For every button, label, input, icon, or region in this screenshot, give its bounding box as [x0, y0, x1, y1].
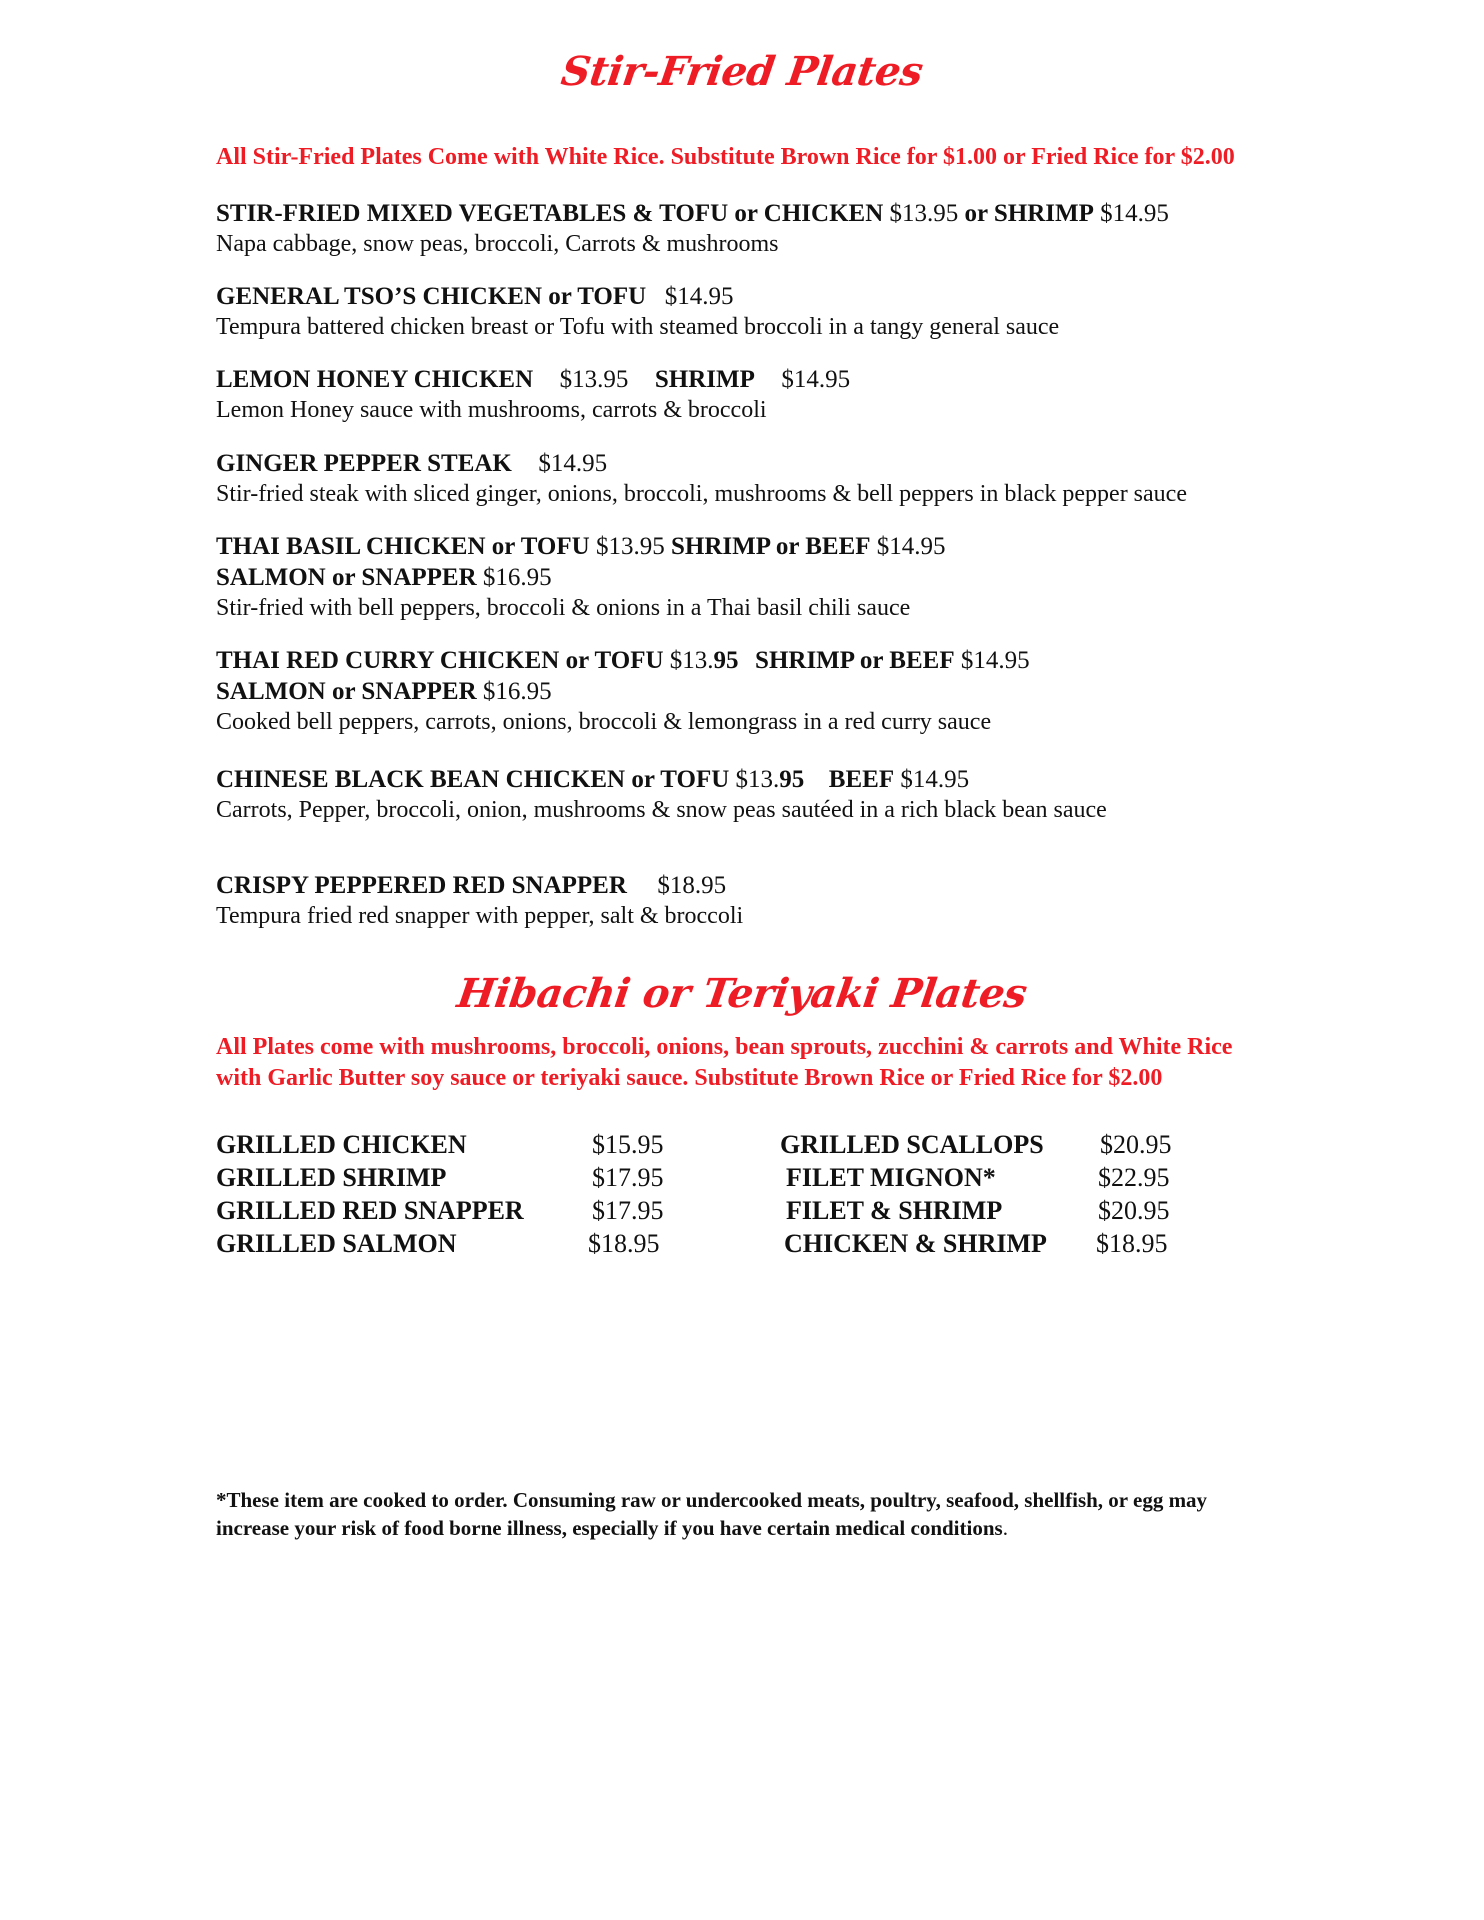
- hibachi-title: Hibachi or Teriyaki Plates: [454, 970, 1030, 1017]
- item-description: Napa cabbage, snow peas, broccoli, Carrots & mushrooms: [216, 231, 779, 257]
- grill-item-name: GRILLED SCALLOPS: [780, 1130, 1044, 1159]
- item-price-alt: $14.95: [900, 766, 970, 793]
- grill-item-price: $20.95: [1098, 1196, 1170, 1225]
- item-price-alt: $14.95: [876, 533, 946, 560]
- disclaimer-period: .: [1002, 1516, 1008, 1540]
- item-description: Cooked bell peppers, carrots, onions, broccoli & lemongrass in a red curry sauce: [216, 709, 992, 735]
- item-name-alt: BEEF: [828, 766, 895, 793]
- grill-item-name: GRILLED SHRIMP: [216, 1163, 447, 1192]
- item-name-alt: or SHRIMP: [964, 200, 1094, 227]
- stir-fried-title: Stir-Fried Plates: [558, 48, 926, 95]
- table-row: [216, 1128, 1216, 1161]
- item-name: THAI RED CURRY CHICKEN or TOFU: [216, 647, 664, 674]
- item-price-alt: $16.95: [482, 564, 552, 591]
- grill-item-name: GRILLED CHICKEN: [216, 1130, 467, 1159]
- item-name: CRISPY PEPPERED RED SNAPPER: [216, 872, 627, 899]
- disclaimer-line: increase your risk of food borne illness, especially if you have certain medical conditions: [216, 1516, 1003, 1540]
- grill-item-price: $22.95: [1098, 1163, 1170, 1192]
- item-price: $14.95: [664, 283, 734, 310]
- table-row: [216, 1227, 1216, 1260]
- item-name-alt: SALMON or SNAPPER: [216, 678, 477, 705]
- item-description: Lemon Honey sauce with mushrooms, carrots & broccoli: [216, 397, 767, 423]
- menu-item-thai-basil: [216, 531, 1376, 624]
- item-name-alt: SALMON or SNAPPER: [216, 564, 477, 591]
- item-name: STIR-FRIED MIXED VEGETABLES & TOFU or CHICKEN: [216, 200, 884, 227]
- hibachi-notice-line: with Garlic Butter soy sauce or teriyaki sauce. Substitute Brown Rice or Fried Rice for $2.00: [216, 1065, 1163, 1091]
- hibachi-notice: [216, 1032, 1396, 1094]
- grill-item-name: CHICKEN & SHRIMP: [784, 1229, 1047, 1258]
- menu-item-crispy-snapper: [216, 870, 1376, 932]
- item-price: $13.: [735, 766, 780, 793]
- hibachi-notice-line: All Plates come with mushrooms, broccoli, onions, bean sprouts, zucchini & carrots and White Rice: [216, 1034, 1233, 1060]
- item-price: $18.95: [657, 872, 727, 899]
- grill-item-name: FILET MIGNON*: [786, 1163, 996, 1192]
- item-price: $13.95: [595, 533, 665, 560]
- item-price: $14.95: [538, 450, 608, 477]
- table-row: [216, 1194, 1216, 1227]
- grill-item-price: $18.95: [588, 1229, 660, 1258]
- item-name: CHINESE BLACK BEAN CHICKEN or TOFU: [216, 766, 730, 793]
- menu-item-ginger-pepper-steak: [216, 448, 1376, 510]
- table-row: [216, 1161, 1216, 1194]
- item-price-alt: $14.95: [1100, 200, 1169, 227]
- item-price-cents: 95: [713, 647, 739, 674]
- item-price: $13.95: [559, 366, 629, 393]
- stir-fried-notice: All Stir-Fried Plates Come with White Rice. Substitute Brown Rice for $1.00 or Fried Rice for $2.00: [216, 144, 1235, 170]
- menu-item-lemon-honey: [216, 364, 1376, 426]
- item-price: $13.: [669, 647, 714, 674]
- item-description: Stir-fried with bell peppers, broccoli & onions in a Thai basil chili sauce: [216, 595, 911, 621]
- menu-item-general-tso: [216, 281, 1376, 343]
- hibachi-menu-table: [216, 1128, 1216, 1260]
- menu-item-mixed-vegetables: [216, 198, 1376, 260]
- item-description: Carrots, Pepper, broccoli, onion, mushrooms & snow peas sautéed in a rich black bean sauce: [216, 797, 1107, 823]
- grill-item-price: $17.95: [592, 1196, 664, 1225]
- menu-item-thai-red-curry: [216, 645, 1376, 738]
- menu-item-black-bean: [216, 764, 1376, 826]
- grill-item-price: $18.95: [1096, 1229, 1168, 1258]
- item-name: THAI BASIL CHICKEN or TOFU: [216, 533, 590, 560]
- item-name-alt: SHRIMP: [654, 366, 755, 393]
- item-description: Tempura battered chicken breast or Tofu with steamed broccoli in a tangy general sauce: [216, 314, 1060, 340]
- item-name-alt: SHRIMP or BEEF: [755, 647, 955, 674]
- item-price-alt: $16.95: [482, 678, 552, 705]
- item-description: Stir-fried steak with sliced ginger, onions, broccoli, mushrooms & bell peppers in black pepper sauce: [216, 481, 1187, 507]
- item-name: GENERAL TSO’S CHICKEN or TOFU: [216, 283, 647, 310]
- item-name: GINGER PEPPER STEAK: [216, 450, 512, 477]
- item-description: Tempura fried red snapper with pepper, salt & broccoli: [216, 903, 744, 929]
- grill-item-price: $20.95: [1100, 1130, 1172, 1159]
- grill-item-price: $15.95: [592, 1130, 664, 1159]
- grill-item-name: GRILLED RED SNAPPER: [216, 1196, 524, 1225]
- item-price: $13.95: [889, 200, 959, 227]
- grill-item-name: GRILLED SALMON: [216, 1229, 457, 1258]
- item-price-alt: $14.95: [960, 647, 1030, 674]
- grill-item-name: FILET & SHRIMP: [786, 1196, 1003, 1225]
- item-name: LEMON HONEY CHICKEN: [216, 366, 534, 393]
- item-price-cents: 95: [779, 766, 805, 793]
- disclaimer-line: *These item are cooked to order. Consuming raw or undercooked meats, poultry, seafood, shellfish, or egg may: [216, 1488, 1208, 1512]
- item-price-alt: $14.95: [781, 366, 851, 393]
- grill-item-price: $17.95: [592, 1163, 664, 1192]
- item-name-alt: SHRIMP or BEEF: [670, 533, 871, 560]
- food-safety-disclaimer: [216, 1486, 1376, 1542]
